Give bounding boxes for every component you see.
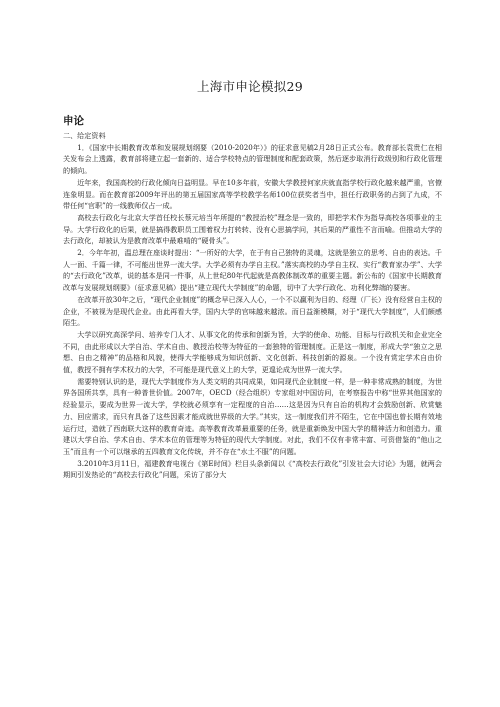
section-heading: 申论: [63, 115, 84, 127]
paragraph: 2．今年年初，温总理在座谈时提出：“一所好的大学，在于有自己独特的灵魂，这就是独立的思考、自由的表达。千人一面、千篇一律，不可能出世界一流大学。大学必须有办学自主权。”落实高校的办学自主权、实行“教育家办学”、大学的“去行政化”改革，说的基本是同一件事，从上世纪80年代起就是高教体制改革的重要主题。新公布的《国家中长期教育改革与发展规划纲要》（征求意见稿）提出“建立现代大学制度”的命题，切中了大学行政化、功利化弊端的要害。: [63, 248, 442, 293]
paragraph: 1．《国家中长期教育改革和发展规划纲要（2010-2020年）》的征求意见稿2月28日正式公布。教育部长袁贵仁在相关发布会上透露，教育部将建立起一套新的、适合学校特点的管理制度和配套政策，然后逐步取消行政级别和行政化管理的倾向。: [63, 142, 442, 176]
page-title: 上海市申论模拟29: [196, 79, 304, 94]
paragraph: 高校去行政化与北京大学首任校长蔡元培当年所提的“教授治校”理念是一致的，即把学术作为指导高校各项事业的主导。大学行政化的后果，就是搞得教职员工围着权力打转转、没有心思搞学问，其后果的严重性不言而喻。但推动大学的去行政化，却被认为是教育改革中最难啃的“硬骨头”。: [63, 212, 442, 246]
document-body: [63, 130, 442, 481]
paragraph: 大学以研究高深学问、培养专门人才、从事文化的传承和创新为旨，大学的使命、功能、目标与行政机关和企业完全不同，由此形成以大学自治、学术自由、教授治校等为特征的一套独特的管理制度。正是这一制度，形成大学“独立之思想、自由之精神”的品格和风貌，使得大学能够成为知识创新、文化创新、科技创新的源泉。一个没有赏定学术自由价值，教授不拥有学术权力的大学，不可能是现代意义上的大学，更遑论成为世界一流大学。: [63, 329, 442, 375]
paragraph: 近年来，我国高校的行政化倾向日益明显。早在10多年前，安徽大学教授何家庆就直指学校行政化越来越严重，官僚连象明显。而在教育部2009年评出的第五届国家高等学校教学名师100位获奖者当中，担任行政职务的占到了九成，不带任何“官职”的一线教师仅占一成。: [63, 177, 442, 211]
paragraph: 3.2010年3月11日，福建教育电视台《第E时间》栏目头条新闻以《“高校去行政化”引发社会大讨论》为题，就两会期间引发热论的“高校去行政化”问题，采访了部分大: [63, 458, 442, 480]
paragraph: 在改革开放30年之后，“现代企业制度”的概念早已深入人心，一个不以赢利为目的、经理（厂长）没有经营自主权的企业，不被视为是现代企业。由此再看大学，国内大学的官味越来越浓。而日益渐模糊，对于“现代大学制度”，人们颇感陌生。: [63, 294, 442, 328]
paragraph: 需要特别认识的是，现代大学制度作为人类文明的共同成果，如同现代企业制度一样，是一种非常成熟的制度，为世界各国所共享，具有一种普世价值。2007年，OECD（经合组织）专家组对中国访问，在考察报告中称“世界其他国家的经验显示，要成为世界一流大学，学校就必须享有一定程度的自治……这是因为只有自治的机构才会鼓励创新、欣赏魅力、回应需求，而只有具备了这些因素才能成就世界级的大学。”其实，这一制度我们并不陌生，它在中国也曾长期有效地运行过，造就了西南联大这样的教育奇迹。高等教育改革最重要的任务，就是重新焕发中国大学的精神活力和创造力。重建以大学自治、学术自由、学术本位的管理等为特征的现代大学制度。对此，我们不仅有非常丰富、可资借鉴的“他山之玉”而且有一个可以继承的五四教育文化传统，并不存在“水土不服”的问题。: [63, 376, 442, 456]
subheading: 二、给定资料: [63, 131, 106, 140]
